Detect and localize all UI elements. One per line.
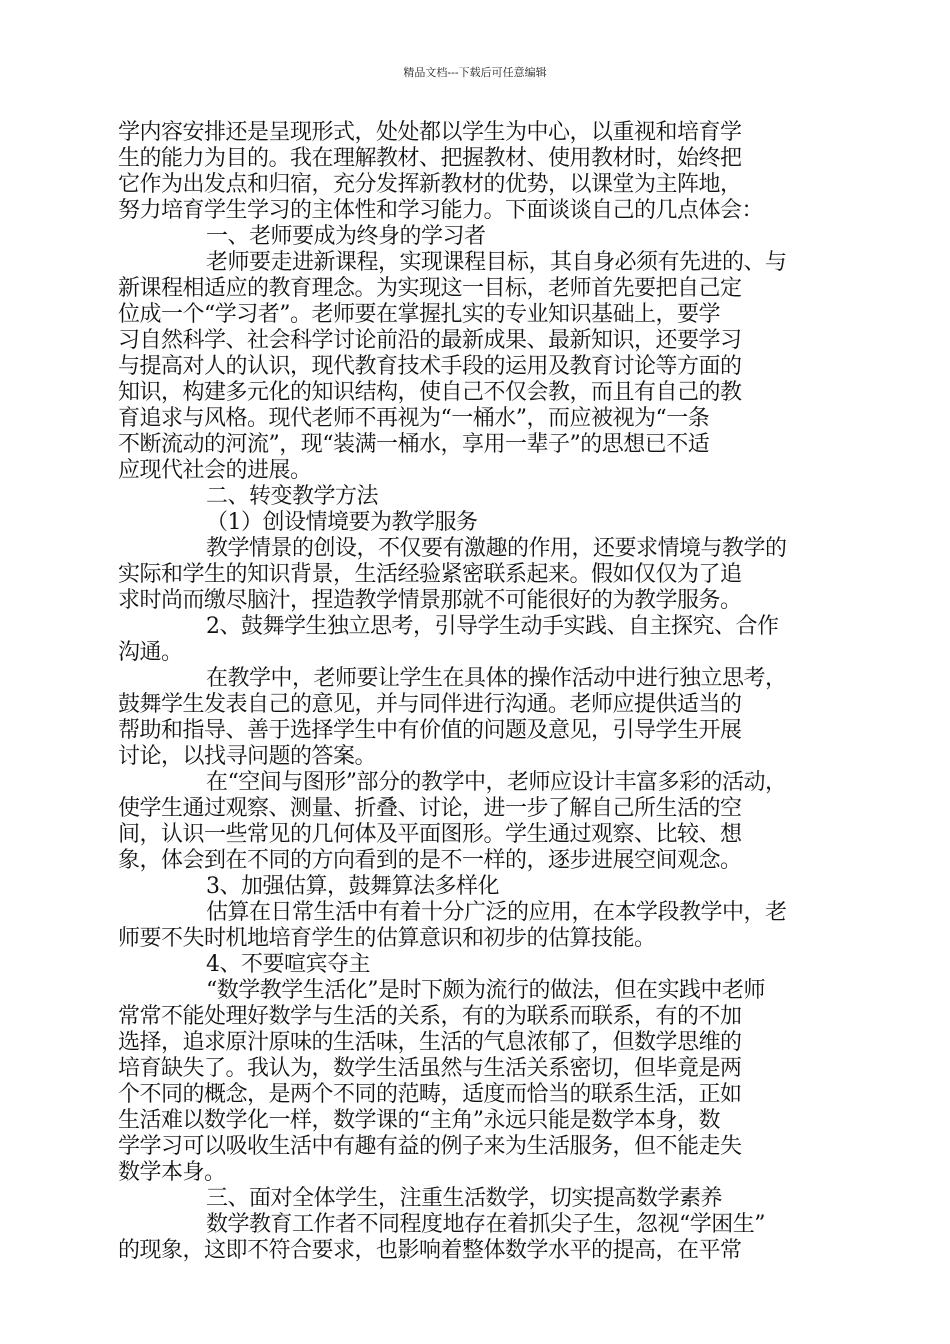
text-line: 估算在日常生活中有着十分广泛的应用，在本学段教学中，老 [206,900,787,925]
text-line: 使学生通过观察、测量、折叠、讨论，进一步了解自己所生活的空 [118,796,742,821]
text-line: 师要不失时机地培育学生的估算意识和初步的估算技能。 [118,926,656,951]
text-line: 3、加强估算，鼓舞算法多样化 [206,874,499,899]
text-line: 一、老师要成为终身的学习者 [206,224,486,249]
text-line: 三、面对全体学生，注重生活数学，切实提高数学素养 [206,1186,723,1211]
text-line: 生活难以数学化一样，数学课的“主角”永远只能是数学本身，数 [118,1108,720,1133]
text-line: 位成一个“学习者”。老师要在掌握扎实的专业知识基础上，要学 [118,302,720,327]
text-line: “数学教学生活化”是时下颇为流行的做法，但在实践中老师 [206,978,765,1003]
text-line: 学学习可以吸收生活中有趣有益的例子来为生活服务，但不能走失 [118,1134,742,1159]
text-line: 应现代社会的进展。 [118,458,312,483]
text-line: 在教学中，老师要让学生在具体的操作活动中进行独立思考， [206,666,787,691]
text-line: 2、鼓舞学生独立思考，引导学生动手实践、自主探究、合作 [206,614,779,639]
text-line: 常常不能处理好数学与生活的关系，有的为联系而联系，有的不加 [118,1004,742,1029]
text-line: 教学情景的创设，不仅要有激趣的作用，还要求情境与教学的 [206,536,787,561]
text-line: 努力培育学生学习的主体性和学习能力。下面谈谈自己的几点体会： [118,198,764,223]
text-line: 在“空间与图形”部分的教学中，老师应设计丰富多彩的活动， [206,770,787,795]
text-line: 的现象，这即不符合要求，也影响着整体数学水平的提高，在平常 [118,1238,742,1263]
text-line: 不断流动的河流”，现“装满一桶水，享用一辈子”的思想已不适 [118,432,710,457]
text-line: 生的能力为目的。我在理解教材、把握教材、使用教材时，始终把 [118,146,742,171]
page-header: 精品文档---下载后可任意编辑 [403,66,547,79]
text-line: 选择，追求原汁原味的生活味，生活的气息浓郁了，但数学思维的 [118,1030,742,1055]
text-line: 学内容安排还是呈现形式，处处都以学生为中心，以重视和培育学 [118,120,742,145]
text-line: 个不同的概念，是两个不同的范畴，适度而恰当的联系生活，正如 [118,1082,742,1107]
text-line: 习自然科学、社会科学讨论前沿的最新成果、最新知识，还要学习 [118,328,742,353]
text-line: 讨论，以找寻问题的答案。 [118,744,377,769]
text-line: 新课程相适应的教育理念。为实现这一目标，老师首先要把自己定 [118,276,742,301]
text-line: 二、转变教学方法 [206,484,379,509]
text-line: 象，体会到在不同的方向看到的是不一样的，逐步进展空间观念。 [118,848,742,873]
text-line: 实际和学生的知识背景，生活经验紧密联系起来。假如仅仅为了追 [118,562,742,587]
text-line: 鼓舞学生发表自己的意见，并与同伴进行沟通。老师应提供适当的 [118,692,742,717]
text-line: 老师要走进新课程，实现课程目标，其自身必须有先进的、与 [206,250,787,275]
text-line: 育追求与风格。现代老师不再视为“一桶水”，而应被视为“一条 [118,406,710,431]
text-line: 知识，构建多元化的知识结构，使自己不仅会教，而且有自己的教 [118,380,742,405]
text-line: 4、不要喧宾夺主 [206,952,370,977]
text-line: 它作为出发点和归宿，充分发挥新教材的优势，以课堂为主阵地， [118,172,742,197]
text-line: 求时尚而缴尽脑汁，捏造教学情景那就不可能很好的为教学服务。 [118,588,742,613]
text-line: （1）创设情境要为教学服务 [206,510,478,535]
text-line: 数学本身。 [118,1160,226,1185]
text-line: 培育缺失了。我认为，数学生活虽然与生活关系密切，但毕竟是两 [118,1056,742,1081]
text-line: 数学教育工作者不同程度地存在着抓尖子生，忽视“学困生” [206,1212,765,1237]
document-body [118,120,818,1264]
text-line: 帮助和指导、善于选择学生中有价值的问题及意见，引导学生开展 [118,718,742,743]
text-line: 间，认识一些常见的几何体及平面图形。学生通过观察、比较、想 [118,822,742,847]
text-line: 沟通。 [118,640,183,665]
text-line: 与提高对人的认识，现代教育技术手段的运用及教育讨论等方面的 [118,354,742,379]
